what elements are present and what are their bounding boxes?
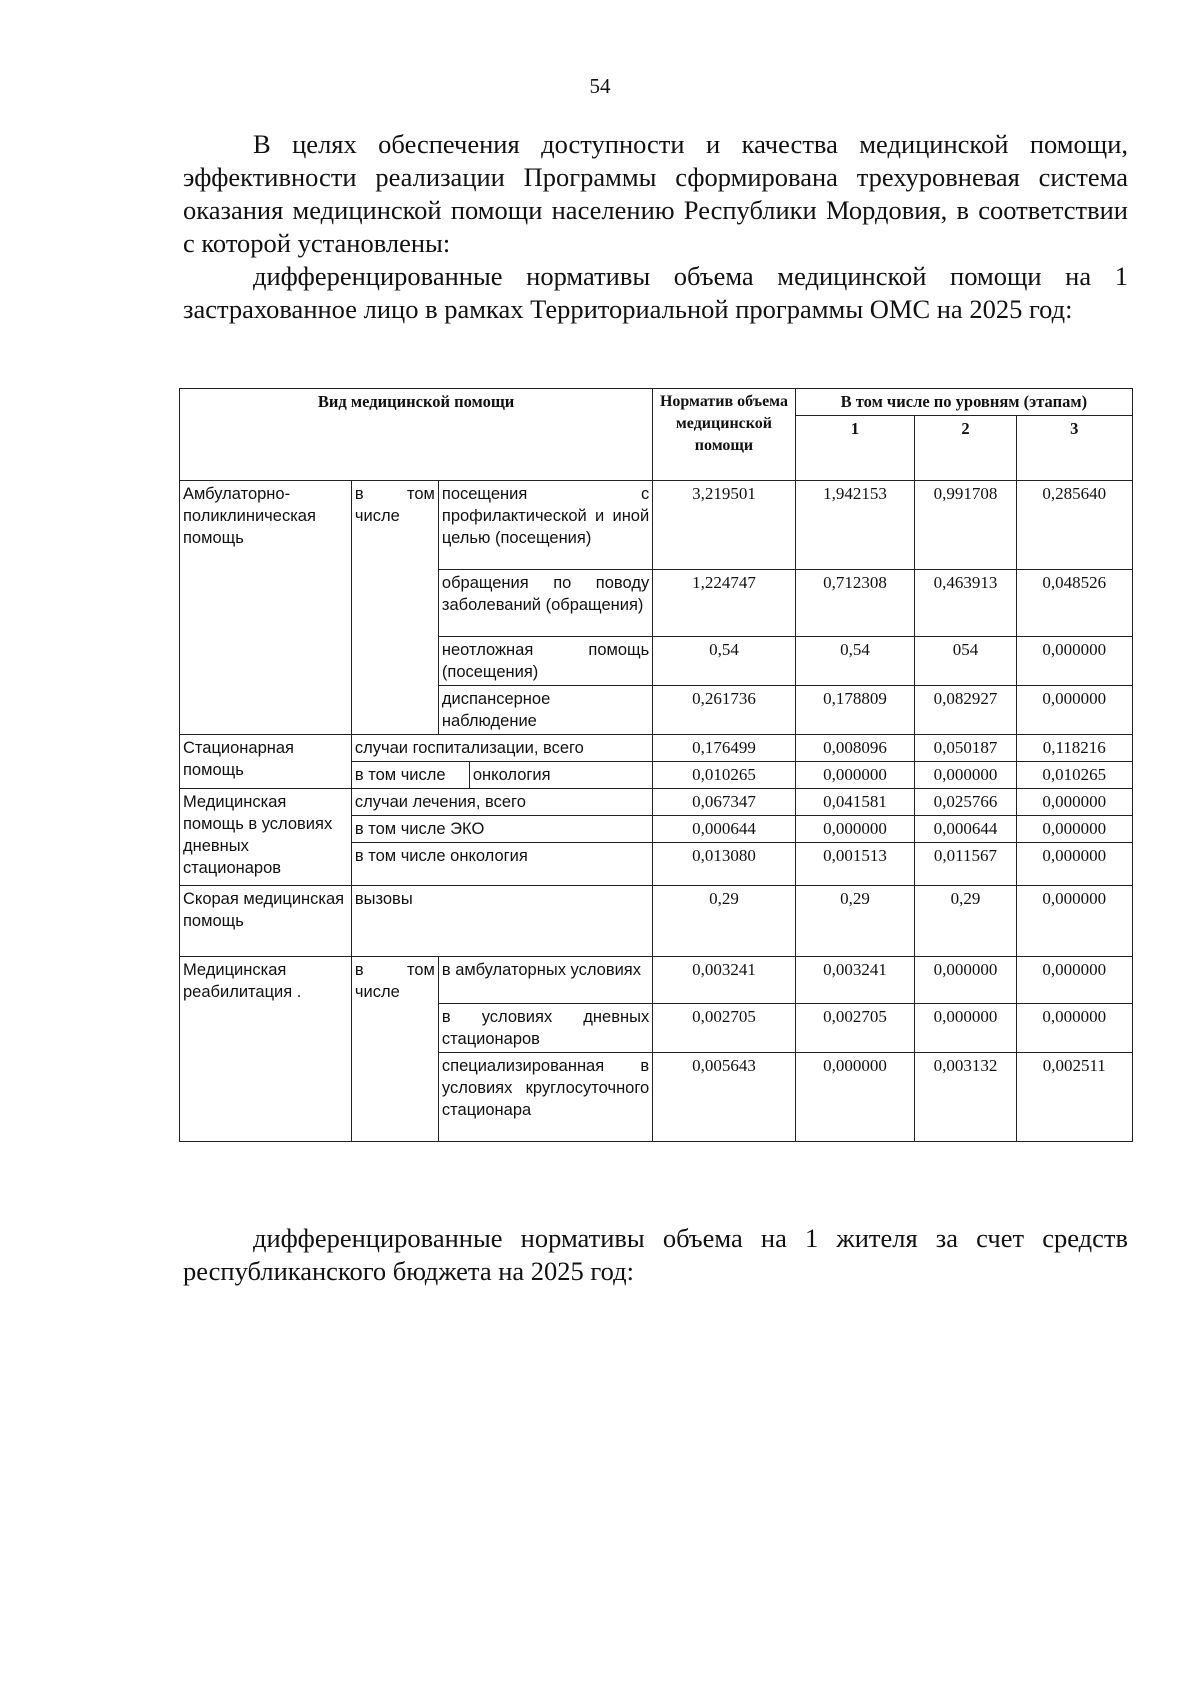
row-detail: случаи госпитализации, всего: [351, 735, 652, 762]
row-norm: 0,29: [653, 886, 796, 957]
row-detail: в том числе ЭКО: [351, 816, 652, 843]
row-level-1: 0,54: [795, 637, 915, 686]
row-incl-label: в том числе: [351, 481, 438, 735]
row-level-3: 0,000000: [1016, 686, 1132, 735]
header-norm: Норматив объема медицинской помощи: [653, 389, 796, 481]
row-detail: в амбулаторных условиях: [438, 957, 652, 1004]
row-level-3: 0,000000: [1016, 1004, 1132, 1053]
row-norm: 0,010265: [653, 762, 796, 789]
row-level-1: 0,001513: [795, 843, 915, 886]
norms-table: [179, 388, 1133, 1142]
row-level-1: 0,008096: [795, 735, 915, 762]
page-number: 54: [589, 74, 611, 98]
row-norm: 0,002705: [653, 1004, 796, 1053]
row-detail: диспансерное наблюдение: [438, 686, 652, 735]
row-group-label: Скорая медицинская помощь: [180, 886, 352, 957]
row-level-3: 0,010265: [1016, 762, 1132, 789]
row-norm: 0,176499: [653, 735, 796, 762]
row-level-1: 1,942153: [795, 481, 915, 570]
row-level-1: 0,000000: [795, 1053, 915, 1142]
row-level-1: 0,003241: [795, 957, 915, 1004]
row-detail: посещения с профилактической и иной целью (посещения): [438, 481, 652, 570]
row-level-3: 0,000000: [1016, 816, 1132, 843]
header-type-of-care: Вид медицинской помощи: [180, 389, 653, 481]
table-row: [180, 957, 1133, 1004]
row-norm: 3,219501: [653, 481, 796, 570]
row-detail: в том числе онкология: [351, 843, 652, 886]
row-level-1: 0,002705: [795, 1004, 915, 1053]
row-detail: специализированная в условиях круглосуточного стационара: [438, 1053, 652, 1142]
row-norm: 0,067347: [653, 789, 796, 816]
row-norm: 0,013080: [653, 843, 796, 886]
row-incl-detail-cell: [351, 762, 652, 789]
row-level-2: 0,000000: [915, 762, 1016, 789]
row-level-3: 0,000000: [1016, 886, 1132, 957]
norms-budget-paragraph: дифференцированные нормативы объема на 1 жителя за счет средств республиканского бюджета на 2025 год:: [183, 1223, 1128, 1286]
row-level-3: 0,285640: [1016, 481, 1132, 570]
row-level-2: 0,050187: [915, 735, 1016, 762]
table-row: [180, 481, 1133, 570]
row-group-label: Стационарная помощь: [180, 735, 352, 789]
header-level-3: 3: [1016, 416, 1132, 481]
row-level-2: 0,082927: [915, 686, 1016, 735]
table-row: [180, 789, 1133, 816]
norms-oms-paragraph: дифференцированные нормативы объема медицинской помощи на 1 застрахованное лицо в рамках Территориальной программы ОМС на 2025 год:: [183, 261, 1128, 324]
row-level-2: 0,011567: [915, 843, 1016, 886]
row-norm: 0,261736: [653, 686, 796, 735]
row-detail: обращения по поводу заболеваний (обращения): [438, 570, 652, 637]
row-norm: 0,003241: [653, 957, 796, 1004]
header-level-2: 2: [915, 416, 1016, 481]
row-level-3: 0,048526: [1016, 570, 1132, 637]
row-level-2: 0,000000: [915, 957, 1016, 1004]
row-group-label: Медицинская реабилитация .: [180, 957, 352, 1142]
row-level-2: 0,025766: [915, 789, 1016, 816]
row-detail: неотложная помощь (посещения): [438, 637, 652, 686]
row-level-1: 0,000000: [795, 762, 915, 789]
row-level-2: 0,463913: [915, 570, 1016, 637]
row-level-3: 0,000000: [1016, 843, 1132, 886]
table-row: [180, 735, 1133, 762]
row-detail: случаи лечения, всего: [351, 789, 652, 816]
row-group-label: Амбулаторно-поликлиническая помощь: [180, 481, 352, 735]
row-norm: 0,54: [653, 637, 796, 686]
row-group-label: Медицинская помощь в условиях дневных стационаров: [180, 789, 352, 886]
row-incl-label: в том числе: [351, 957, 438, 1142]
row-norm: 1,224747: [653, 570, 796, 637]
row-level-2: 054: [915, 637, 1016, 686]
row-level-1: 0,712308: [795, 570, 915, 637]
row-level-3: 0,000000: [1016, 637, 1132, 686]
row-level-1: 0,041581: [795, 789, 915, 816]
row-level-2: 0,000644: [915, 816, 1016, 843]
header-level-1: 1: [795, 416, 915, 481]
row-level-2: 0,29: [915, 886, 1016, 957]
row-level-1: 0,000000: [795, 816, 915, 843]
table-header-row: [180, 389, 1133, 416]
row-incl-label: в том числе: [352, 762, 470, 788]
row-level-1: 0,29: [795, 886, 915, 957]
row-detail: в условиях дневных стационаров: [438, 1004, 652, 1053]
row-level-3: 0,000000: [1016, 789, 1132, 816]
row-level-3: 0,118216: [1016, 735, 1132, 762]
row-norm: 0,000644: [653, 816, 796, 843]
row-detail: вызовы: [351, 886, 652, 957]
row-detail: онкология: [472, 766, 551, 784]
intro-paragraph: В целях обеспечения доступности и качества медицинской помощи, эффективности реализации Программы сформирована трехуровневая система оказания медицинской помощи населению Республики Мордовия, в соответствии с которой установлены:: [183, 129, 1128, 258]
row-level-3: 0,002511: [1016, 1053, 1132, 1142]
header-levels: В том числе по уровням (этапам): [795, 389, 1132, 416]
table-row: [180, 886, 1133, 957]
row-level-3: 0,000000: [1016, 957, 1132, 1004]
row-level-1: 0,178809: [795, 686, 915, 735]
row-level-2: 0,991708: [915, 481, 1016, 570]
row-level-2: 0,003132: [915, 1053, 1016, 1142]
row-norm: 0,005643: [653, 1053, 796, 1142]
row-level-2: 0,000000: [915, 1004, 1016, 1053]
